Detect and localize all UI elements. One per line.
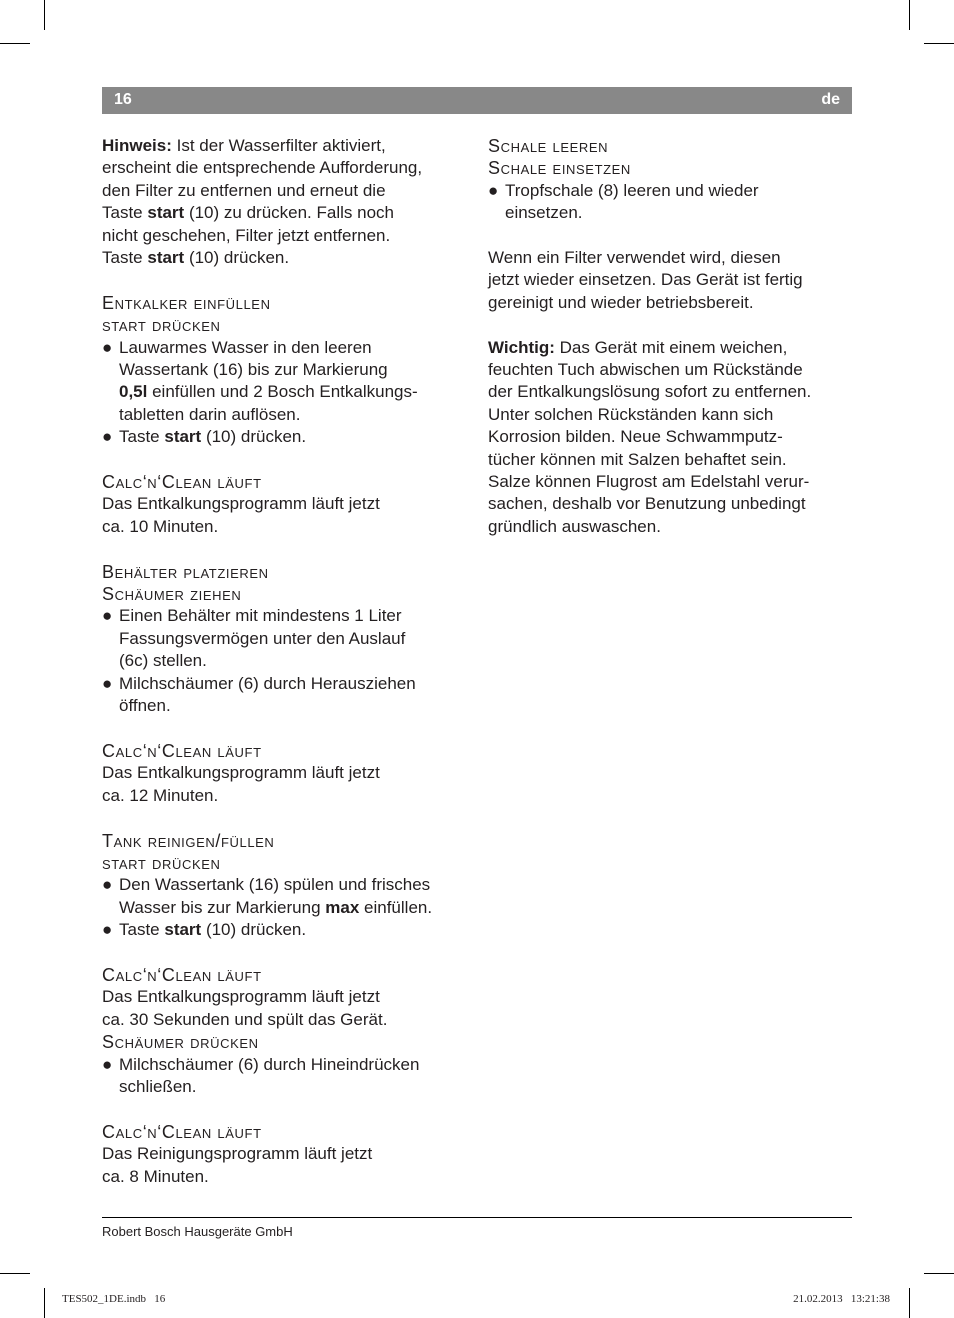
section-heading: Schale leeren: [488, 136, 609, 156]
text-line: Wenn ein Filter verwendet wird, diesen: [488, 248, 781, 268]
text-line: Den Wassertank (16) spülen und frisches: [119, 875, 431, 895]
text-line: ca. 12 Minuten.: [102, 785, 219, 805]
section-schale: [488, 135, 850, 225]
text-line: Taste: [119, 920, 165, 940]
text-line: Wassertank (16) bis zur Markierung: [119, 360, 388, 380]
crop-mark: [909, 1288, 910, 1318]
text-line: tücher können mit Salzen behaftet sein.: [488, 449, 787, 469]
bullet-icon: ●: [488, 180, 499, 200]
text-line: Das Entkalkungsprogramm läuft jetzt: [102, 494, 380, 514]
text-line: Taste: [102, 203, 148, 223]
start-keyword: start: [147, 203, 185, 223]
text-line: Milchschäumer (6) durch Hineindrücken: [119, 1054, 420, 1074]
filter-paragraph: [488, 247, 850, 314]
bullet-icon: ●: [102, 427, 113, 447]
crop-mark: [0, 1273, 30, 1274]
section-subheading: start drücken: [102, 315, 221, 336]
section-heading: Calc‘n‘Clean läuft: [102, 472, 262, 493]
quantity-keyword: 0,5l: [119, 382, 148, 402]
text-line: Das Entkalkungsprogramm läuft jetzt: [102, 763, 380, 783]
left-column: [102, 135, 467, 1188]
bullet-icon: ●: [102, 673, 113, 693]
bullet-item: [102, 673, 467, 718]
crop-mark: [44, 1288, 45, 1318]
section-heading: Calc‘n‘Clean läuft: [102, 1121, 262, 1142]
text-line: (6c) stellen.: [119, 651, 207, 671]
start-keyword: start: [164, 427, 202, 447]
footer-company: Robert Bosch Hausgeräte GmbH: [102, 1224, 293, 1239]
text-line: Salze können Flugrost am Edelstahl verur-: [488, 472, 810, 492]
section-heading: Behälter platzieren: [102, 561, 269, 582]
language-code: de: [821, 91, 840, 108]
text-line: Das Reinigungsprogramm läuft jetzt: [102, 1144, 373, 1164]
text-line: öffnen.: [119, 696, 171, 716]
text-line: tabletten darin auflösen.: [119, 404, 301, 424]
bullet-item: [102, 426, 467, 448]
right-column: [488, 135, 850, 538]
bullet-icon: ●: [102, 875, 113, 895]
text-line: Wasser bis zur Markierung: [119, 897, 326, 917]
section-calc-clean-1: [102, 471, 467, 538]
text-line: jetzt wieder einsetzen. Das Gerät ist fertig: [488, 270, 803, 290]
text-line: (10) drücken.: [201, 920, 307, 940]
section-calc-clean-3: [102, 964, 467, 1098]
text-line: sachen, deshalb vor Benutzung unbedingt: [488, 494, 806, 514]
text-line: Das Entkalkungsprogramm läuft jetzt: [102, 987, 380, 1007]
note-label: Hinweis:: [102, 136, 172, 155]
crop-mark: [924, 43, 954, 44]
page-number: 16: [114, 91, 132, 108]
start-keyword: start: [147, 248, 185, 268]
section-tank: [102, 830, 467, 942]
crop-mark: [44, 0, 45, 30]
bullet-item: [102, 1054, 467, 1099]
crop-mark: [909, 0, 910, 30]
bullet-item: [102, 337, 467, 427]
important-paragraph: [488, 337, 850, 539]
text-line: (10) drücken.: [184, 248, 290, 268]
header-bar: [102, 87, 852, 114]
bullet-item: [102, 874, 467, 919]
bullet-icon: ●: [102, 1054, 113, 1074]
text-line: erscheint die entsprechende Aufforderung,: [102, 158, 423, 178]
section-heading: Entkalker einfüllen: [102, 292, 271, 313]
footer-rule: [102, 1217, 852, 1218]
text-line: Fassungsvermögen unter den Auslauf: [119, 628, 406, 648]
text-line: Korrosion bilden. Neue Schwammputz-: [488, 427, 783, 447]
section-heading: Schäumer drücken: [102, 1032, 259, 1053]
text-line: Ist der Wasserfilter aktiviert,: [171, 136, 386, 155]
max-keyword: max: [325, 897, 360, 917]
text-line: ca. 8 Minuten.: [102, 1166, 209, 1186]
text-line: schließen.: [119, 1076, 197, 1096]
text-line: Das Gerät mit einem weichen,: [554, 337, 788, 357]
crop-mark: [0, 43, 30, 44]
text-line: den Filter zu entfernen und erneut die: [102, 180, 386, 200]
print-slug-file: TES502_1DE.indb 16: [62, 1293, 166, 1305]
section-calc-clean-2: [102, 740, 467, 807]
text-line: Lauwarmes Wasser in den leeren: [119, 337, 372, 357]
bullet-item: [102, 919, 467, 941]
text-line: gereinigt und wieder betriebsbereit.: [488, 292, 754, 312]
section-heading: Tank reinigen/füllen: [102, 830, 275, 851]
crop-mark: [924, 1273, 954, 1274]
section-entkalker: [102, 292, 467, 449]
section-calc-clean-4: [102, 1121, 467, 1188]
section-heading: Calc‘n‘Clean läuft: [102, 740, 262, 761]
start-keyword: start: [164, 920, 202, 940]
text-line: Einen Behälter mit mindestens 1 Liter: [119, 606, 402, 626]
text-line: Milchschäumer (6) durch Herausziehen: [119, 673, 416, 693]
text-line: Unter solchen Rückständen kann sich: [488, 404, 774, 424]
section-heading: Calc‘n‘Clean läuft: [102, 964, 262, 985]
section-heading: Schäumer ziehen: [102, 584, 242, 605]
text-line: Tropfschale (8) leeren und wieder: [505, 180, 759, 200]
text-line: ca. 30 Sekunden und spült das Gerät.: [102, 1009, 388, 1029]
section-heading: Schale einsetzen: [488, 158, 631, 179]
bullet-icon: ●: [102, 606, 113, 626]
text-line: einfüllen.: [359, 897, 433, 917]
note-paragraph: [102, 135, 467, 269]
important-label: Wichtig:: [488, 337, 555, 357]
text-line: ca. 10 Minuten.: [102, 516, 219, 536]
bullet-icon: ●: [102, 337, 113, 357]
text-line: nicht geschehen, Filter jetzt entfernen.: [102, 225, 391, 245]
bullet-icon: ●: [102, 920, 113, 940]
text-line: der Entkalkungslösung sofort zu entfernen.: [488, 382, 812, 402]
text-line: einfüllen und 2 Bosch Entkalkungs-: [147, 382, 418, 402]
text-line: Taste: [102, 248, 148, 268]
text-line: (10) zu drücken. Falls noch: [184, 203, 394, 223]
bullet-item: [488, 180, 850, 225]
text-line: Taste: [119, 427, 165, 447]
text-line: gründlich auswaschen.: [488, 516, 661, 536]
section-subheading: start drücken: [102, 852, 221, 873]
text-line: einsetzen.: [505, 203, 583, 223]
bullet-item: [102, 605, 467, 672]
text-line: (10) drücken.: [201, 427, 307, 447]
section-behaelter: [102, 561, 467, 718]
text-line: feuchten Tuch abwischen um Rückstände: [488, 360, 803, 380]
print-slug-date: 21.02.2013 13:21:38: [793, 1293, 890, 1305]
